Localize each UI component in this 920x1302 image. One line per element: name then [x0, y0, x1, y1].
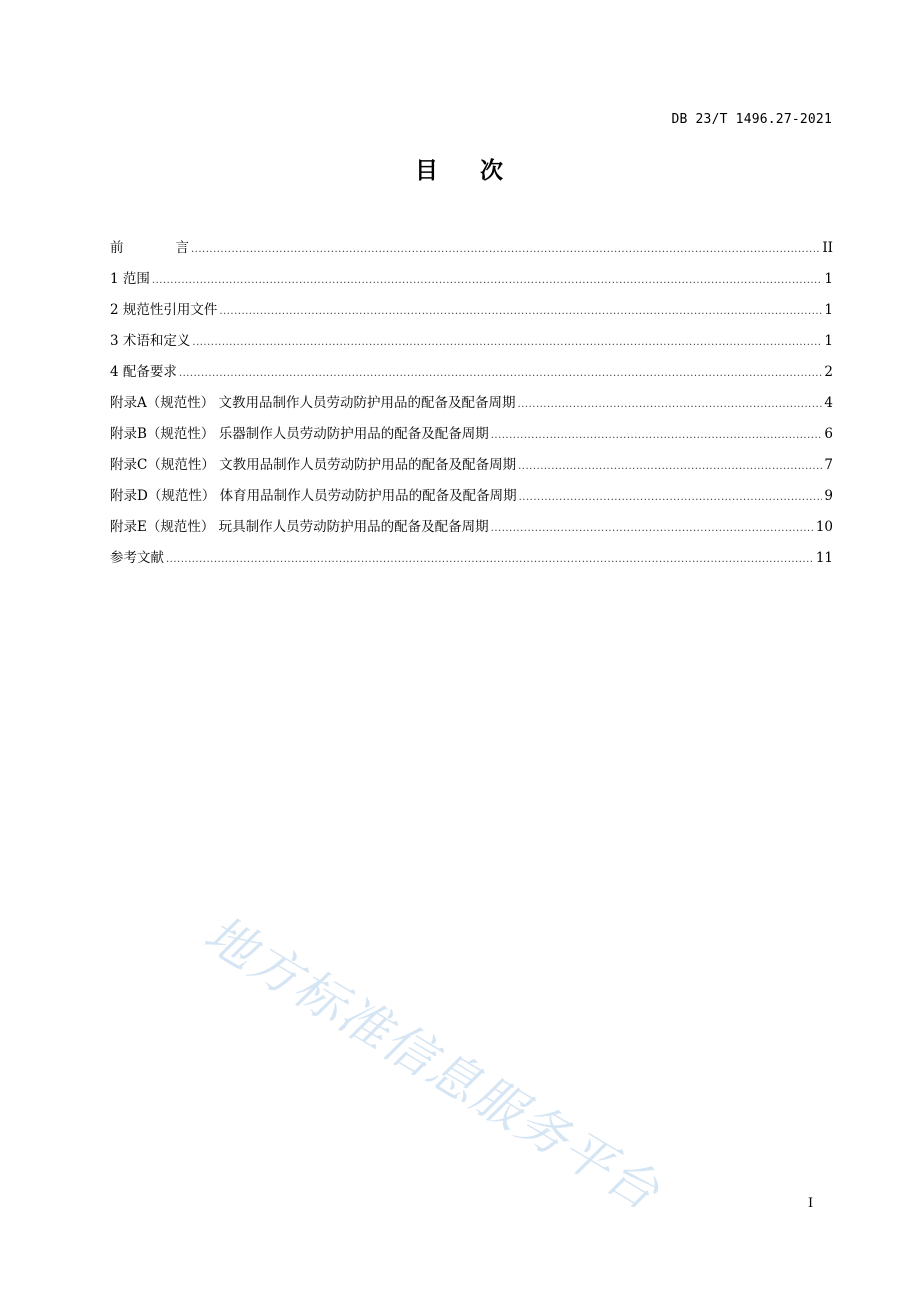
toc-entry-page: 10	[815, 519, 833, 535]
toc-leader-dots	[191, 244, 820, 255]
toc-entry-label: 附录C（规范性） 文教用品制作人员劳动防护用品的配备及配备周期	[110, 457, 517, 473]
toc-entry-page: 6	[824, 426, 833, 442]
toc-entry-page: II	[822, 240, 833, 256]
toc-entry-requirements[interactable]	[110, 360, 833, 391]
toc-entry-page: 1	[824, 271, 833, 287]
toc-leader-dots	[152, 275, 823, 286]
toc-leader-dots	[518, 461, 822, 472]
toc-entry-terms-definitions[interactable]	[110, 329, 833, 360]
toc-entry-appendix-d[interactable]	[110, 484, 833, 515]
toc-entry-label: 附录B（规范性） 乐器制作人员劳动防护用品的配备及配备周期	[110, 426, 489, 442]
toc-title	[0, 152, 920, 185]
toc-leader-dots	[519, 492, 823, 503]
toc-leader-dots	[166, 554, 814, 565]
toc-entry-label: 3 术语和定义	[110, 333, 191, 349]
toc-entry-page: 4	[824, 395, 833, 411]
toc-entry-page: 2	[824, 364, 833, 380]
toc-title-char-1: 目	[415, 158, 440, 184]
toc-entry-label: 前	[110, 240, 176, 256]
toc-entry-label: 4 配备要求	[110, 364, 177, 380]
toc-entry-scope[interactable]	[110, 267, 833, 298]
toc-leader-dots	[491, 430, 823, 441]
page-number: I	[808, 1196, 814, 1211]
watermark: 地方标准信息服务平台	[194, 904, 671, 1222]
toc-entry-appendix-c[interactable]	[110, 453, 833, 484]
toc-leader-dots	[518, 399, 823, 410]
toc-leader-dots	[179, 368, 823, 379]
toc-entry-appendix-a[interactable]	[110, 391, 833, 422]
toc-entry-normative-references[interactable]	[110, 298, 833, 329]
toc-entry-page: 1	[824, 302, 833, 318]
toc-list	[110, 236, 833, 577]
toc-entry-appendix-b[interactable]	[110, 422, 833, 453]
toc-leader-dots	[192, 337, 822, 348]
toc-title-char-2: 次	[480, 158, 505, 184]
toc-entry-label-b: 言	[175, 240, 189, 256]
toc-entry-page: 7	[824, 457, 833, 473]
toc-entry-appendix-e[interactable]	[110, 515, 833, 546]
toc-leader-dots	[219, 306, 822, 317]
toc-entry-label: 2 规范性引用文件	[110, 302, 218, 318]
toc-entry-foreword[interactable]	[110, 236, 833, 267]
toc-entry-bibliography[interactable]	[110, 546, 833, 577]
toc-entry-label: 参考文献	[110, 550, 164, 566]
toc-entry-page: 11	[815, 550, 833, 566]
toc-entry-label: 附录D（规范性） 体育用品制作人员劳动防护用品的配备及配备周期	[110, 488, 517, 504]
toc-leader-dots	[491, 523, 814, 534]
toc-entry-label: 附录E（规范性） 玩具制作人员劳动防护用品的配备及配备周期	[110, 519, 489, 535]
toc-entry-label: 附录A（规范性） 文教用品制作人员劳动防护用品的配备及配备周期	[110, 395, 516, 411]
document-code: DB 23/T 1496.27-2021	[671, 112, 832, 127]
toc-entry-page: 1	[824, 333, 833, 349]
toc-entry-page: 9	[824, 488, 833, 504]
toc-entry-label: 1 范围	[110, 271, 150, 287]
